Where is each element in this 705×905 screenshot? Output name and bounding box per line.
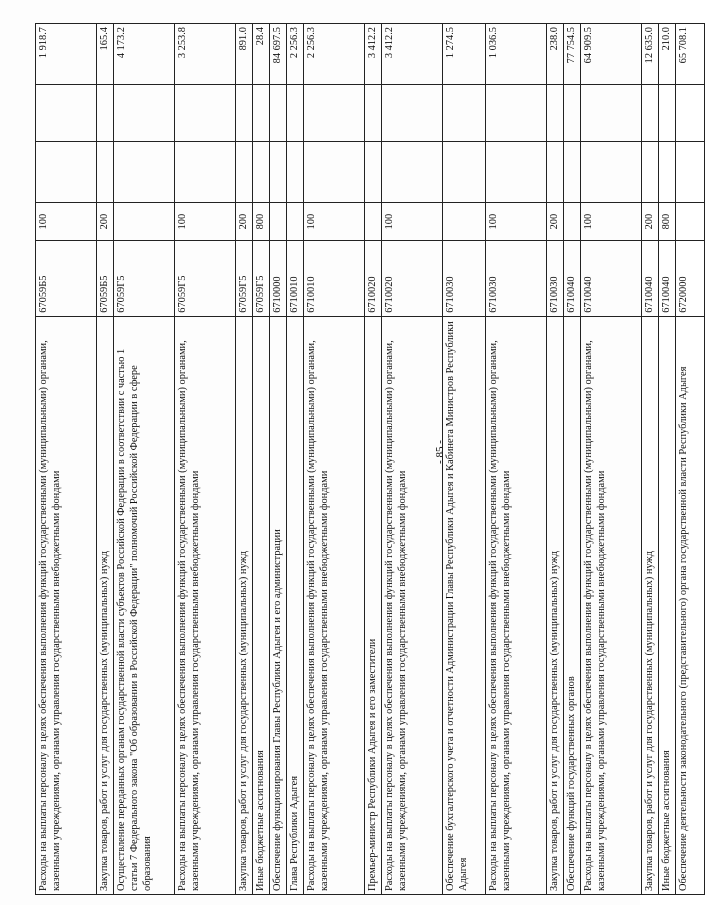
row-amount-2: 4 173.2	[114, 24, 175, 85]
row-name: Осуществление переданных органам государственной власти субъектов Российской Федерации в соответствии с частью 1 статьи 7 Федерального закона "Об образовании в Российской Федерации" полномочий Российской Федерации в сфере образования	[114, 316, 175, 894]
row-amount-2: 165.4	[97, 24, 114, 85]
page-number: - 85 -	[434, 440, 446, 464]
row-amount-1	[287, 85, 304, 142]
row-amount-1	[97, 85, 114, 142]
row-expense-type	[287, 202, 304, 240]
row-expense-type: 200	[642, 202, 659, 240]
table-row	[581, 24, 642, 895]
row-blank-cell	[304, 141, 365, 202]
row-blank-cell	[547, 141, 564, 202]
row-expense-type: 200	[236, 202, 253, 240]
row-blank-cell	[443, 141, 486, 202]
row-name: Премьер-министр Республики Адыгея и его заместители	[365, 316, 382, 894]
table-row	[547, 24, 564, 895]
row-blank-cell	[287, 141, 304, 202]
row-amount-2: 65 708.1	[676, 24, 705, 85]
table-row	[365, 24, 382, 895]
row-name: Обеспечение функций государственных органов	[564, 316, 581, 894]
row-code: 6710010	[287, 241, 304, 317]
row-name: Расходы на выплаты персоналу в целях обеспечения выполнения функций государственными (муниципальными) органами, казенными учреждениями, органами управления государственными внебюджетными фондами	[581, 316, 642, 894]
row-code: 6710020	[382, 241, 443, 317]
row-name: Обеспечение деятельности законодательного (представительного) органа государственной власти Республики Адыгея	[676, 316, 705, 894]
table-row	[253, 24, 270, 895]
row-amount-1	[114, 85, 175, 142]
row-amount-1	[564, 85, 581, 142]
row-amount-1	[486, 85, 547, 142]
row-blank-cell	[676, 141, 705, 202]
row-amount-1	[175, 85, 236, 142]
row-amount-2: 1 918.7	[36, 24, 97, 85]
row-code: 6710030	[443, 241, 486, 317]
row-amount-2: 12 635.0	[642, 24, 659, 85]
row-blank-cell	[659, 141, 676, 202]
row-expense-type	[365, 202, 382, 240]
row-amount-2: 1 274.5	[443, 24, 486, 85]
row-blank-cell	[36, 141, 97, 202]
row-code: 67059Г5	[114, 241, 175, 317]
row-code: 67059Б5	[97, 241, 114, 317]
row-name: Закупка товаров, работ и услуг для государственных (муниципальных) нужд	[547, 316, 564, 894]
row-code: 6710030	[547, 241, 564, 317]
table-row	[382, 24, 443, 895]
table-row	[36, 24, 97, 895]
row-amount-1	[365, 85, 382, 142]
row-expense-type: 800	[253, 202, 270, 240]
table-row	[270, 24, 287, 895]
row-code: 6720000	[676, 241, 705, 317]
row-name: Обеспечение бухгалтерского учета и отчетности Администрации Главы Республики Адыгея и Кабинета Министров Республики Адыгея	[443, 316, 486, 894]
row-amount-2: 3 412.2	[365, 24, 382, 85]
row-amount-2: 28.4	[253, 24, 270, 85]
row-amount-1	[443, 85, 486, 142]
row-amount-2: 77 754.5	[564, 24, 581, 85]
table-row	[175, 24, 236, 895]
row-blank-cell	[564, 141, 581, 202]
row-expense-type	[443, 202, 486, 240]
row-blank-cell	[581, 141, 642, 202]
row-amount-1	[547, 85, 564, 142]
row-amount-1	[382, 85, 443, 142]
row-expense-type: 100	[304, 202, 365, 240]
row-expense-type	[114, 202, 175, 240]
row-name: Расходы на выплаты персоналу в целях обеспечения выполнения функций государственными (муниципальными) органами, казенными учреждениями, органами управления государственными внебюджетными фондами	[175, 316, 236, 894]
row-expense-type: 800	[659, 202, 676, 240]
row-name: Расходы на выплаты персоналу в целях обеспечения выполнения функций государственными (муниципальными) органами, казенными учреждениями, органами управления государственными внебюджетными фондами	[486, 316, 547, 894]
row-name: Закупка товаров, работ и услуг для государственных (муниципальных) нужд	[642, 316, 659, 894]
budget-table-rotated	[35, 23, 689, 895]
row-amount-2: 2 256.3	[287, 24, 304, 85]
row-amount-2: 2 256.3	[304, 24, 365, 85]
row-amount-1	[659, 85, 676, 142]
row-code: 6710040	[659, 241, 676, 317]
table-row	[97, 24, 114, 895]
row-expense-type	[676, 202, 705, 240]
row-amount-2: 238.0	[547, 24, 564, 85]
row-code: 6710040	[564, 241, 581, 317]
row-blank-cell	[365, 141, 382, 202]
table-row	[676, 24, 705, 895]
row-name: Расходы на выплаты персоналу в целях обеспечения выполнения функций государственными (муниципальными) органами, казенными учреждениями, органами управления государственными внебюджетными фондами	[36, 316, 97, 894]
table-row	[443, 24, 486, 895]
row-name: Расходы на выплаты персоналу в целях обеспечения выполнения функций государственными (муниципальными) органами, казенными учреждениями, органами управления государственными внебюджетными фондами	[304, 316, 365, 894]
row-expense-type: 100	[175, 202, 236, 240]
table-row	[236, 24, 253, 895]
row-expense-type: 100	[486, 202, 547, 240]
row-amount-1	[36, 85, 97, 142]
row-amount-1	[270, 85, 287, 142]
row-amount-1	[236, 85, 253, 142]
row-expense-type: 200	[547, 202, 564, 240]
row-code: 67059Г5	[253, 241, 270, 317]
row-expense-type: 200	[97, 202, 114, 240]
row-name: Закупка товаров, работ и услуг для государственных (муниципальных) нужд	[236, 316, 253, 894]
row-amount-1	[253, 85, 270, 142]
row-amount-1	[581, 85, 642, 142]
table-row	[304, 24, 365, 895]
row-code: 6710040	[581, 241, 642, 317]
row-blank-cell	[382, 141, 443, 202]
row-name: Закупка товаров, работ и услуг для государственных (муниципальных) нужд	[97, 316, 114, 894]
row-amount-2: 3 412.2	[382, 24, 443, 85]
row-name: Иные бюджетные ассигнования	[253, 316, 270, 894]
row-expense-type: 100	[581, 202, 642, 240]
row-code: 6710030	[486, 241, 547, 317]
row-amount-2: 891.0	[236, 24, 253, 85]
row-code: 67059Г5	[175, 241, 236, 317]
row-amount-2: 210.0	[659, 24, 676, 85]
row-name: Глава Республики Адыгея	[287, 316, 304, 894]
row-expense-type: 100	[382, 202, 443, 240]
row-code: 6710040	[642, 241, 659, 317]
row-code: 6710020	[365, 241, 382, 317]
budget-table	[35, 23, 705, 895]
row-blank-cell	[175, 141, 236, 202]
row-amount-2: 3 253.8	[175, 24, 236, 85]
row-blank-cell	[253, 141, 270, 202]
row-name: Расходы на выплаты персоналу в целях обеспечения выполнения функций государственными (муниципальными) органами, казенными учреждениями, органами управления государственными внебюджетными фондами	[382, 316, 443, 894]
table-row	[486, 24, 547, 895]
row-name: Иные бюджетные ассигнования	[659, 316, 676, 894]
row-amount-2: 84 697.5	[270, 24, 287, 85]
row-name: Обеспечение функционирования Главы Республики Адыгея и его администрации	[270, 316, 287, 894]
table-row	[659, 24, 676, 895]
table-row	[287, 24, 304, 895]
row-blank-cell	[236, 141, 253, 202]
row-blank-cell	[270, 141, 287, 202]
row-amount-1	[304, 85, 365, 142]
row-blank-cell	[642, 141, 659, 202]
row-expense-type	[270, 202, 287, 240]
row-amount-1	[676, 85, 705, 142]
table-row	[642, 24, 659, 895]
row-blank-cell	[97, 141, 114, 202]
row-expense-type	[564, 202, 581, 240]
row-code: 6710010	[304, 241, 365, 317]
row-code: 6710000	[270, 241, 287, 317]
table-row	[114, 24, 175, 895]
row-amount-2: 64 909.5	[581, 24, 642, 85]
row-amount-2: 1 036.5	[486, 24, 547, 85]
row-blank-cell	[114, 141, 175, 202]
row-code: 67059Г5	[236, 241, 253, 317]
row-blank-cell	[486, 141, 547, 202]
table-row	[564, 24, 581, 895]
row-expense-type: 100	[36, 202, 97, 240]
row-amount-1	[642, 85, 659, 142]
row-code: 67059Б5	[36, 241, 97, 317]
